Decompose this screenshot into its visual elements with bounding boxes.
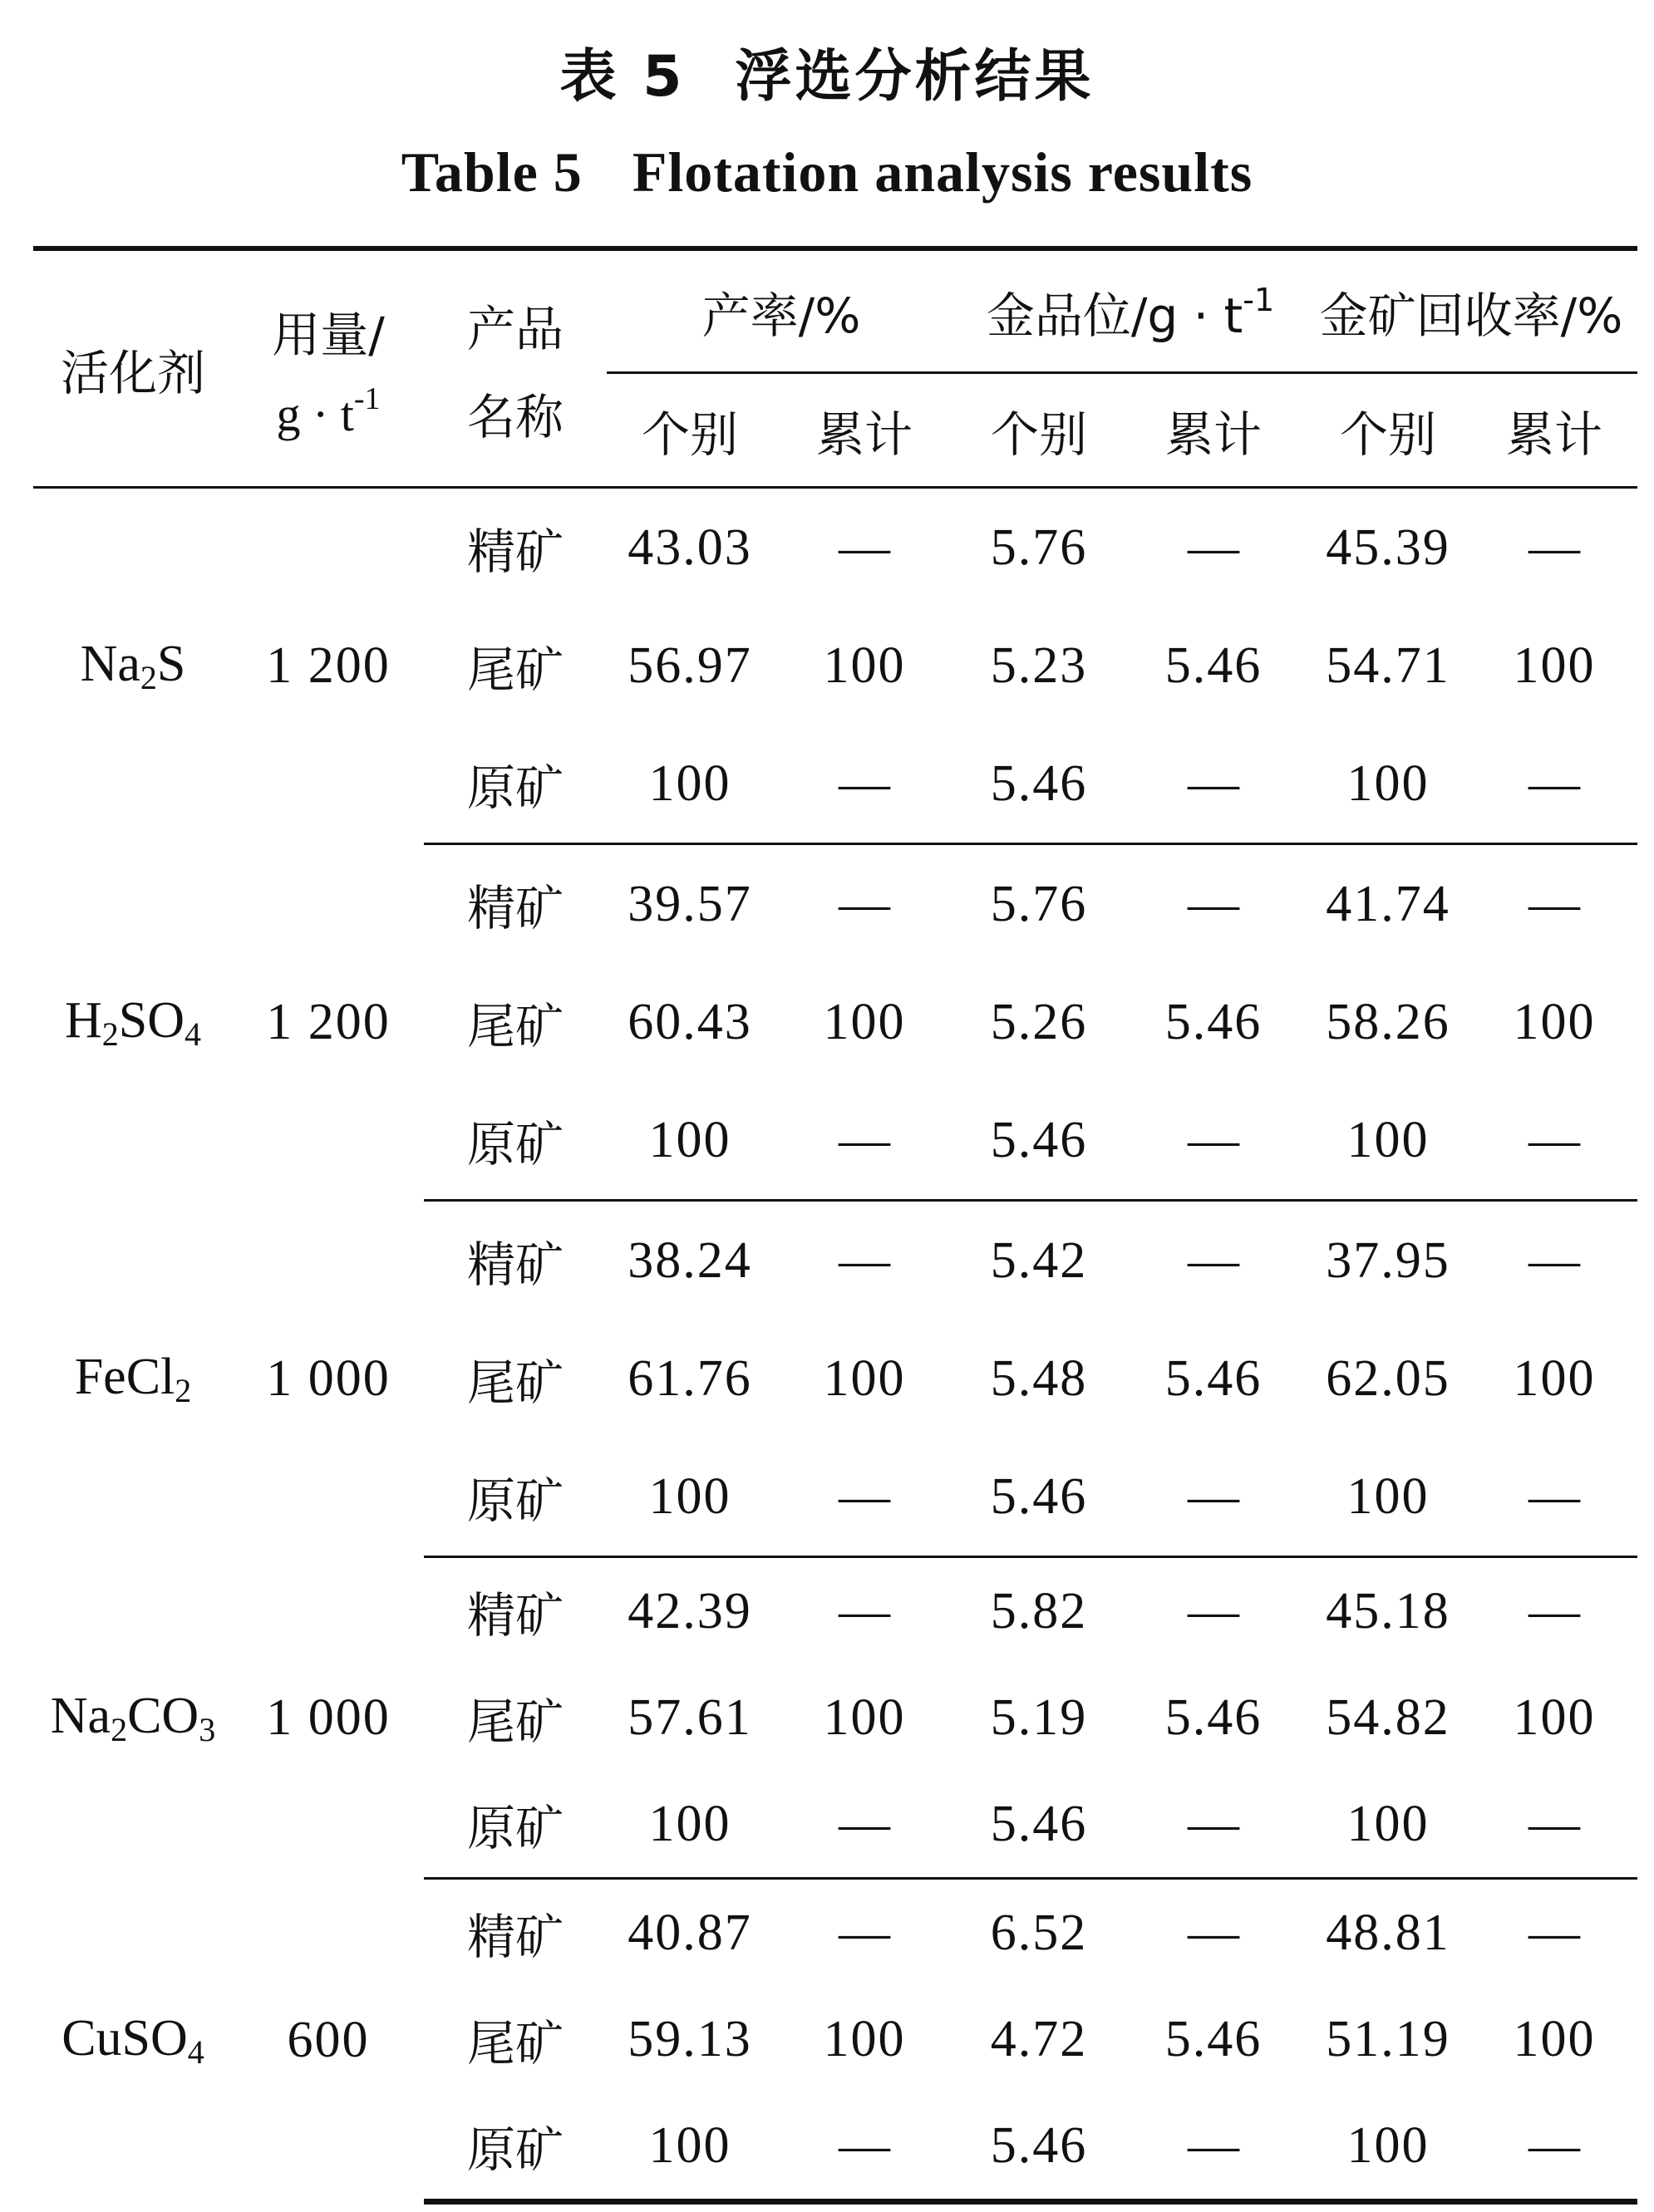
product-cell: 原矿	[424, 1438, 607, 1557]
product-cell: 精矿	[466, 1909, 564, 1965]
header-dosage-line1: 用量/	[272, 306, 385, 363]
grade-ind-cell: 5.46	[956, 1771, 1122, 1879]
table-row	[33, 1879, 1637, 1987]
reagent-sub2: 3	[199, 1710, 216, 1748]
header-recovery-individual: 个别	[1305, 373, 1471, 488]
yield-cum-cell: —	[839, 1582, 890, 1639]
yield-cum-cell: 100	[823, 1688, 906, 1746]
yield-cum-cell: 100	[823, 993, 906, 1050]
product-cell: 原矿	[424, 2092, 607, 2202]
header-product	[424, 248, 607, 488]
rec-cum-cell: —	[1471, 2092, 1637, 2202]
rec-ind-cell: 45.39	[1326, 519, 1450, 576]
rec-cum-cell: —	[1471, 1771, 1637, 1879]
dosage-cell: 1 200	[266, 993, 391, 1050]
rec-ind-cell: 54.82	[1326, 1688, 1450, 1746]
grade-cum-cell: 5.46	[1164, 993, 1263, 1050]
yield-ind-cell: 39.57	[628, 875, 752, 932]
grade-cum-cell: 5.46	[1164, 637, 1263, 694]
rec-ind-cell: 62.05	[1326, 1349, 1450, 1407]
dosage-unit-base: g · t	[276, 386, 354, 441]
grade-unit-base: 金品位/g · t	[986, 287, 1243, 344]
rec-cum-cell: 100	[1513, 637, 1596, 694]
grade-unit-exp: -1	[1243, 281, 1275, 318]
grade-cum-cell: —	[1122, 1081, 1305, 1201]
yield-ind-cell: 42.39	[628, 1582, 752, 1639]
rec-cum-cell: 100	[1513, 1688, 1596, 1746]
yield-ind-cell: 40.87	[628, 1904, 752, 1961]
dosage-cell: 1 000	[266, 1688, 391, 1746]
header-grade-individual: 个别	[956, 373, 1122, 488]
reagent-cell	[33, 488, 233, 844]
dosage-cell: 600	[287, 2011, 370, 2068]
yield-cum-cell: 100	[823, 2010, 906, 2067]
grade-ind-cell: 5.48	[990, 1349, 1088, 1407]
product-cell: 尾矿	[466, 1354, 564, 1411]
table-caption-en: Flotation analysis results	[632, 140, 1253, 204]
rec-ind-cell: 41.74	[1326, 875, 1450, 932]
rec-ind-cell: 100	[1305, 2092, 1471, 2202]
grade-cum-cell: —	[1122, 1771, 1305, 1879]
yield-cum-cell: —	[773, 1771, 956, 1879]
grade-cum-cell: 5.46	[1164, 1349, 1263, 1407]
reagent-sub1: 2	[140, 659, 157, 697]
yield-ind-cell: 59.13	[628, 2010, 752, 2067]
product-cell: 原矿	[424, 1081, 607, 1201]
dosage-cell: 1 000	[266, 1349, 391, 1407]
reagent-base: FeCl	[74, 1348, 175, 1405]
rec-cum-cell: —	[1528, 1904, 1580, 1961]
rec-cum-cell: —	[1471, 1438, 1637, 1557]
reagent-rest: SO	[118, 991, 185, 1049]
reagent-sub1: 2	[175, 1371, 192, 1409]
header-dosage	[233, 248, 424, 488]
yield-cum-cell: —	[839, 1904, 890, 1961]
reagent-sub1: 4	[187, 2033, 204, 2071]
yield-cum-cell: —	[839, 875, 890, 932]
product-cell: 原矿	[424, 1771, 607, 1879]
yield-ind-cell: 57.61	[628, 1688, 752, 1746]
rec-ind-cell: 100	[1305, 1081, 1471, 1201]
reagent-sub1: 2	[101, 1015, 119, 1053]
rec-cum-cell: —	[1471, 1081, 1637, 1201]
table-row	[33, 844, 1637, 964]
header-row-1	[33, 248, 1637, 373]
header-yield: 产率/%	[607, 248, 956, 373]
product-cell: 精矿	[466, 524, 564, 580]
grade-cum-cell: —	[1188, 519, 1239, 576]
reagent-cell	[33, 1201, 233, 1557]
reagent-sub1: 2	[111, 1710, 128, 1748]
reagent-cell	[33, 844, 233, 1201]
rec-cum-cell: 100	[1513, 1349, 1596, 1407]
flotation-results-table	[33, 246, 1637, 2205]
table-title-cn	[0, 32, 1654, 112]
grade-cum-cell: —	[1188, 1582, 1239, 1639]
header-recovery: 金矿回收率/%	[1305, 248, 1637, 373]
grade-ind-cell: 6.52	[990, 1904, 1088, 1961]
rec-ind-cell: 45.18	[1326, 1582, 1450, 1639]
header-dosage-line2	[233, 381, 424, 442]
yield-cum-cell: 100	[823, 1349, 906, 1407]
grade-cum-cell: —	[1122, 2092, 1305, 2202]
rec-ind-cell: 100	[1305, 1438, 1471, 1557]
yield-ind-cell: 100	[607, 1438, 773, 1557]
rec-ind-cell: 100	[1305, 725, 1471, 844]
product-cell: 精矿	[466, 880, 564, 936]
yield-ind-cell: 60.43	[628, 993, 752, 1050]
rec-cum-cell: 100	[1513, 993, 1596, 1050]
table-caption-cn: 浮选分析结果	[735, 44, 1095, 110]
header-yield-cumulative: 累计	[773, 373, 956, 488]
header-yield-individual: 个别	[607, 373, 773, 488]
rec-ind-cell: 58.26	[1326, 993, 1450, 1050]
dosage-cell: 1 200	[266, 637, 391, 695]
table-number-cn: 表 5	[559, 44, 686, 110]
yield-ind-cell: 43.03	[628, 519, 752, 576]
rec-cum-cell: —	[1528, 875, 1580, 932]
reagent-cell	[33, 1879, 233, 2202]
yield-cum-cell: —	[839, 519, 890, 576]
yield-ind-cell: 100	[607, 2092, 773, 2202]
grade-cum-cell: 5.46	[1164, 1688, 1263, 1746]
rec-cum-cell: —	[1528, 519, 1580, 576]
table-body	[33, 488, 1637, 2202]
yield-cum-cell: —	[839, 1231, 890, 1289]
grade-ind-cell: 5.76	[990, 875, 1088, 932]
grade-cum-cell: —	[1122, 725, 1305, 844]
header-grade	[956, 248, 1305, 373]
header-reagent: 活化剂	[33, 248, 233, 488]
table-row	[33, 1201, 1637, 1320]
table-number-en: Table 5	[401, 140, 583, 204]
grade-ind-cell: 5.19	[990, 1688, 1088, 1746]
product-cell: 原矿	[424, 725, 607, 844]
header-product-line1: 产品	[466, 300, 564, 357]
product-cell: 尾矿	[466, 2015, 564, 2072]
reagent-base: H	[64, 991, 102, 1049]
grade-ind-cell: 4.72	[990, 2010, 1088, 2067]
grade-ind-cell: 5.76	[990, 519, 1088, 576]
product-cell: 精矿	[466, 1236, 564, 1293]
rec-ind-cell: 100	[1305, 1771, 1471, 1879]
yield-cum-cell: —	[773, 1081, 956, 1201]
reagent-cell	[33, 1557, 233, 1879]
grade-ind-cell: 5.26	[990, 993, 1088, 1050]
yield-cum-cell: —	[773, 1438, 956, 1557]
reagent-sub2: 4	[185, 1015, 202, 1053]
rec-cum-cell: 100	[1513, 2010, 1596, 2067]
rec-ind-cell: 48.81	[1326, 1904, 1450, 1961]
yield-cum-cell: 100	[823, 637, 906, 694]
grade-ind-cell: 5.82	[990, 1582, 1088, 1639]
grade-ind-cell: 5.42	[990, 1231, 1088, 1289]
header-recovery-cumulative: 累计	[1471, 373, 1637, 488]
grade-cum-cell: —	[1188, 1904, 1239, 1961]
yield-ind-cell: 100	[607, 1081, 773, 1201]
product-cell: 尾矿	[466, 998, 564, 1054]
product-cell: 尾矿	[466, 641, 564, 698]
rec-cum-cell: —	[1471, 725, 1637, 844]
rec-ind-cell: 37.95	[1326, 1231, 1450, 1289]
product-cell: 精矿	[466, 1587, 564, 1644]
reagent-base: CuSO	[62, 2009, 188, 2067]
reagent-base: Na	[80, 636, 140, 693]
rec-cum-cell: —	[1528, 1231, 1580, 1289]
grade-ind-cell: 5.23	[990, 637, 1088, 694]
grade-ind-cell: 5.46	[956, 1081, 1122, 1201]
reagent-base: Na	[50, 1687, 111, 1744]
reagent-rest: CO	[127, 1687, 199, 1744]
yield-ind-cell: 100	[607, 1771, 773, 1879]
grade-cum-cell: 5.46	[1164, 2010, 1263, 2067]
grade-ind-cell: 5.46	[956, 1438, 1122, 1557]
yield-cum-cell: —	[773, 725, 956, 844]
rec-ind-cell: 54.71	[1326, 637, 1450, 694]
yield-ind-cell: 38.24	[628, 1231, 752, 1289]
grade-cum-cell: —	[1122, 1438, 1305, 1557]
yield-cum-cell: —	[773, 2092, 956, 2202]
yield-ind-cell: 56.97	[628, 637, 752, 694]
table-row	[33, 488, 1637, 607]
rec-ind-cell: 51.19	[1326, 2010, 1450, 2067]
product-cell: 尾矿	[466, 1693, 564, 1750]
rec-cum-cell: —	[1528, 1582, 1580, 1639]
header-product-line2: 名称	[466, 388, 564, 445]
dosage-unit-exp: -1	[353, 381, 381, 416]
grade-ind-cell: 5.46	[956, 2092, 1122, 2202]
grade-ind-cell: 5.46	[956, 725, 1122, 844]
table-row	[33, 1557, 1637, 1665]
table-title-en	[0, 140, 1654, 205]
yield-ind-cell: 100	[607, 725, 773, 844]
grade-cum-cell: —	[1188, 1231, 1239, 1289]
header-grade-cumulative: 累计	[1122, 373, 1305, 488]
yield-ind-cell: 61.76	[628, 1349, 752, 1407]
reagent-rest: S	[156, 636, 186, 693]
grade-cum-cell: —	[1188, 875, 1239, 932]
